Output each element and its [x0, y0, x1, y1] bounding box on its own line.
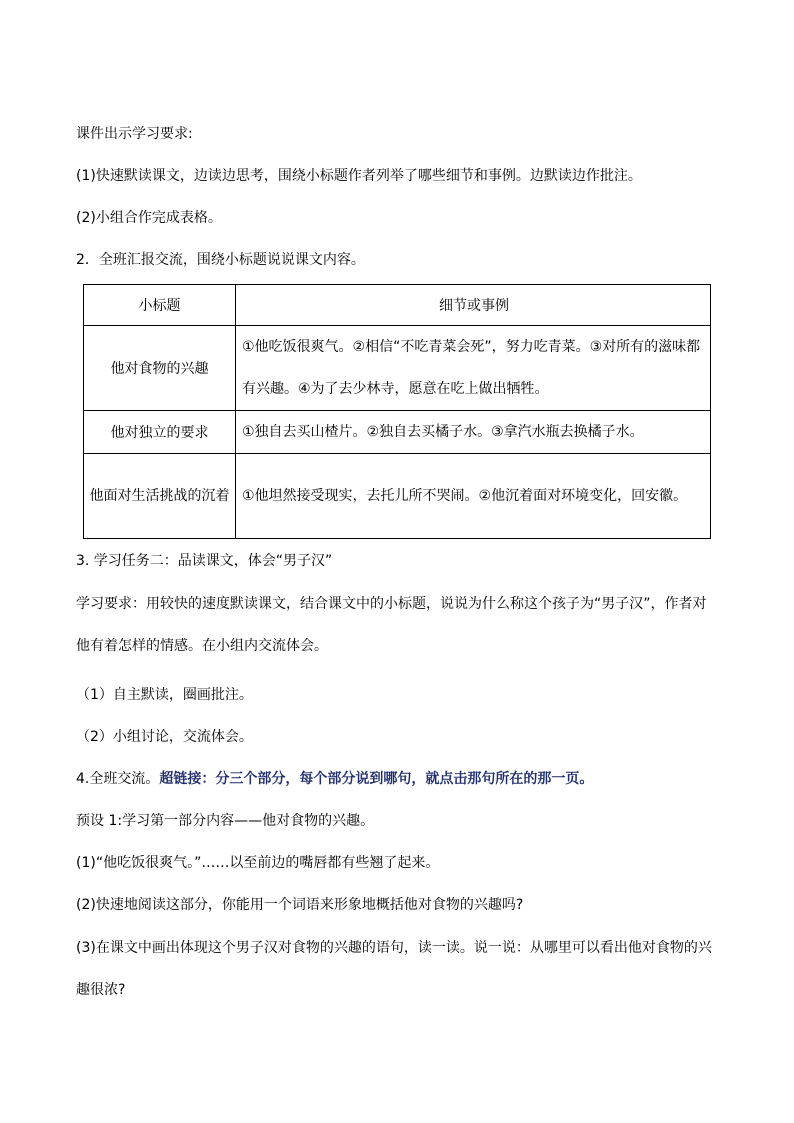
summary-table: [83, 284, 711, 539]
table-cell-detail: ①独自去买山楂片。②独自去买橘子水。③拿汽水瓶去换橘子水。: [236, 411, 711, 454]
table-header-cell: 细节或事例: [236, 285, 711, 326]
preset-1-item-2: (2)快速地阅读这部分，你能用一个词语来形象地概括他对食物的兴趣吗?: [76, 897, 524, 913]
table-cell-detail: ①他吃饭很爽气。②相信“不吃青菜会死”，努力吃青菜。③对所有的滋味都有兴趣。④为了去少林寺，愿意在吃上做出牺牲。: [236, 326, 711, 411]
table-row: [84, 411, 711, 454]
preset-1-heading: 预设 1:学习第一部分内容——他对食物的兴趣。: [76, 813, 375, 829]
table-row: [84, 454, 711, 539]
step-3-sub-2: （2）小组讨论，交流体会。: [76, 729, 253, 745]
table-header-row: [84, 285, 711, 326]
table-cell-title: 他对食物的兴趣: [84, 326, 236, 411]
preset-1-item-1: (1)“他吃饭很爽气。”……以至前边的嘴唇都有些翘了起来。: [76, 855, 440, 871]
table-header-cell: 小标题: [84, 285, 236, 326]
table-cell-title: 他面对生活挑战的沉着: [84, 454, 236, 539]
hyperlink-note: 超链接：分三个部分，每个部分说到哪句，就点击那句所在的那一页。: [159, 771, 594, 787]
preset-1-item-3: (3)在课文中画出体现这个男子汉对食物的兴趣的语句，读一读。说一说：从哪里可以看出他对食物的兴趣很浓?: [76, 940, 712, 998]
table-row: [84, 326, 711, 411]
step-3-requirement: 学习要求：用较快的速度默读课文，结合课文中的小标题，说说为什么称这个孩子为“男子汉”，作者对他有着怎样的情感。在小组内交流体会。: [76, 596, 707, 654]
document-page: [76, 116, 718, 1011]
step-2-text: 2．全班汇报交流，围绕小标题说说课文内容。: [76, 252, 365, 268]
table-cell-title: 他对独立的要求: [84, 411, 236, 454]
table-cell-detail: ①他坦然接受现实，去托儿所不哭闹。②他沉着面对环境变化，回安徽。: [236, 454, 711, 539]
step-3-sub-1: （1）自主默读，圈画批注。: [76, 687, 253, 703]
step-3-heading: 3. 学习任务二：品读课文，体会“男子汉”: [76, 553, 333, 569]
requirement-2: (2)小组合作完成表格。: [76, 210, 222, 226]
intro-text: 课件出示学习要求:: [76, 126, 193, 142]
step-4-prefix: 4.全班交流。: [76, 771, 160, 787]
requirement-1: (1)快速默读课文，边读边思考，围绕小标题作者列举了哪些细节和事例。边默读边作批注。: [76, 168, 642, 184]
step-4-text: [76, 769, 718, 789]
